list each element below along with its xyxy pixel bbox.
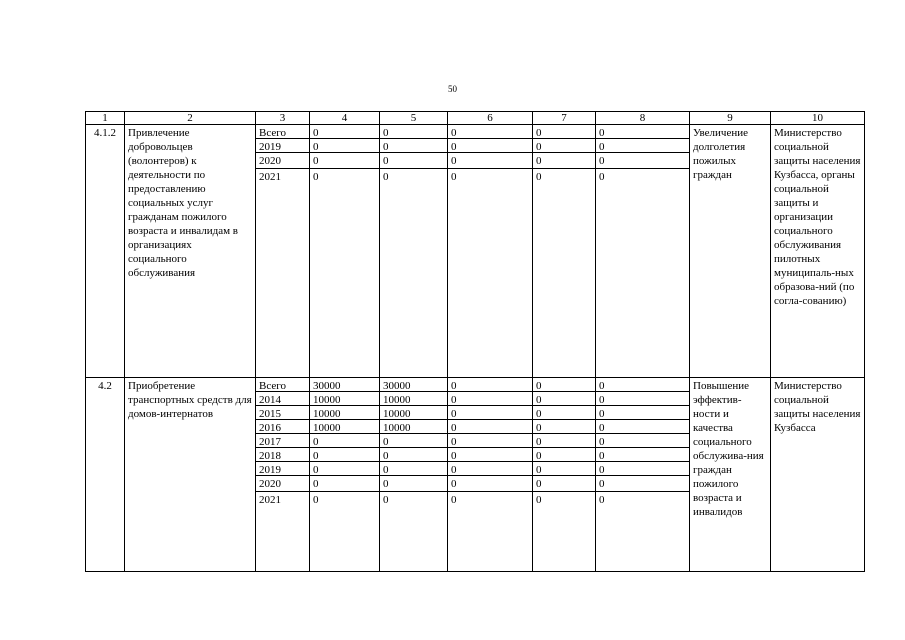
header-cell: 3 bbox=[256, 112, 310, 125]
value-cell: 30000 bbox=[310, 378, 379, 392]
value-cell: 0 bbox=[448, 139, 532, 153]
value-cell: 0 bbox=[596, 153, 689, 169]
value-cell: 0 bbox=[533, 434, 595, 448]
page-number: 50 bbox=[448, 84, 457, 94]
value-cell: 0 bbox=[380, 139, 447, 153]
value-cell: 0 bbox=[533, 392, 595, 406]
col8-values bbox=[596, 125, 690, 378]
value-cell: 0 bbox=[599, 171, 605, 183]
year-cell: 2019 bbox=[256, 139, 309, 153]
executor: Министерство социальной защиты населения Кузбасса, органы социальной защиты и организации социального обслуживания пилотных муниципаль-ных образова-ний (по согла-сованию) bbox=[771, 125, 865, 378]
program-table bbox=[85, 111, 865, 572]
value-cell: 0 bbox=[448, 448, 532, 462]
year-cell: 2015 bbox=[256, 406, 309, 420]
value-cell: 0 bbox=[533, 378, 595, 392]
value-cell: 0 bbox=[533, 462, 595, 476]
value-cell: 0 bbox=[599, 494, 605, 506]
value-cell: 0 bbox=[310, 153, 379, 169]
table-row bbox=[86, 125, 865, 378]
year-cell: Всего bbox=[256, 378, 309, 392]
value-cell: 0 bbox=[533, 420, 595, 434]
row-id: 4.2 bbox=[86, 378, 125, 572]
value-cell: 0 bbox=[596, 448, 689, 462]
col5-values bbox=[380, 378, 448, 572]
value-cell: 0 bbox=[310, 434, 379, 448]
value-cell: 0 bbox=[310, 125, 379, 139]
measure-name: Привлечение добровольцев (волонтеров) к деятельности по предоставлению социальных услуг гражданам пожилого возраста и инвалидам в организациях социального обслуживания bbox=[125, 125, 256, 378]
value-cell: 0 bbox=[380, 462, 447, 476]
col7-values bbox=[533, 378, 596, 572]
row-id: 4.1.2 bbox=[86, 125, 125, 378]
value-cell: 0 bbox=[533, 448, 595, 462]
value-cell: 0 bbox=[310, 448, 379, 462]
value-cell: 0 bbox=[536, 171, 542, 183]
value-cell: 0 bbox=[313, 171, 319, 183]
year-cell: 2019 bbox=[256, 462, 309, 476]
header-cell: 2 bbox=[125, 112, 256, 125]
value-cell: 0 bbox=[380, 434, 447, 448]
year-cell: 2020 bbox=[256, 476, 309, 492]
value-cell: 0 bbox=[533, 476, 595, 492]
value-cell: 0 bbox=[596, 139, 689, 153]
executor: Министерство социальной защиты населения Кузбасса bbox=[771, 378, 865, 572]
year-cell: 2020 bbox=[256, 153, 309, 169]
value-cell: 10000 bbox=[380, 392, 447, 406]
header-cell: 6 bbox=[448, 112, 533, 125]
value-cell: 0 bbox=[448, 434, 532, 448]
value-cell: 10000 bbox=[380, 406, 447, 420]
header-cell: 9 bbox=[690, 112, 771, 125]
value-cell: 0 bbox=[448, 392, 532, 406]
value-cell: 0 bbox=[448, 420, 532, 434]
year-cell: 2016 bbox=[256, 420, 309, 434]
value-cell: 0 bbox=[533, 406, 595, 420]
expected-result: Повышение эффектив-ности и качества социального обслужива-ния граждан пожилого возраста и инвалидов bbox=[690, 378, 771, 572]
year-cell: 2021 bbox=[259, 171, 281, 183]
value-cell: 0 bbox=[448, 153, 532, 169]
measure-name: Приобретение транспортных средств для домов-интернатов bbox=[125, 378, 256, 572]
value-cell: 0 bbox=[596, 378, 689, 392]
value-cell: 0 bbox=[380, 448, 447, 462]
value-cell: 30000 bbox=[380, 378, 447, 392]
value-cell: 0 bbox=[596, 476, 689, 492]
header-row bbox=[86, 112, 865, 125]
value-cell: 0 bbox=[536, 494, 542, 506]
value-cell: 0 bbox=[383, 171, 389, 183]
header-cell: 4 bbox=[310, 112, 380, 125]
value-cell: 0 bbox=[383, 494, 389, 506]
value-cell: 0 bbox=[533, 139, 595, 153]
value-cell: 0 bbox=[596, 392, 689, 406]
year-cell: Всего bbox=[256, 125, 309, 139]
years-column bbox=[256, 125, 310, 378]
value-cell: 0 bbox=[448, 462, 532, 476]
col4-values bbox=[310, 125, 380, 378]
year-cell: 2018 bbox=[256, 448, 309, 462]
value-cell: 0 bbox=[313, 494, 319, 506]
table-row bbox=[86, 378, 865, 572]
value-cell: 0 bbox=[380, 125, 447, 139]
value-cell: 10000 bbox=[310, 406, 379, 420]
header-cell: 5 bbox=[380, 112, 448, 125]
value-cell: 0 bbox=[596, 420, 689, 434]
value-cell: 0 bbox=[451, 171, 457, 183]
year-cell: 2021 bbox=[259, 494, 281, 506]
value-cell: 0 bbox=[380, 153, 447, 169]
value-cell: 0 bbox=[596, 434, 689, 448]
value-cell: 0 bbox=[448, 125, 532, 139]
value-cell: 0 bbox=[310, 476, 379, 492]
header-cell: 7 bbox=[533, 112, 596, 125]
value-cell: 0 bbox=[596, 125, 689, 139]
value-cell: 0 bbox=[533, 125, 595, 139]
value-cell: 10000 bbox=[310, 420, 379, 434]
value-cell: 0 bbox=[448, 378, 532, 392]
header-cell: 1 bbox=[86, 112, 125, 125]
value-cell: 0 bbox=[380, 476, 447, 492]
value-cell: 0 bbox=[596, 406, 689, 420]
value-cell: 0 bbox=[596, 462, 689, 476]
col6-values bbox=[448, 125, 533, 378]
expected-result: Увеличение долголетия пожилых граждан bbox=[690, 125, 771, 378]
value-cell: 0 bbox=[533, 153, 595, 169]
value-cell: 0 bbox=[448, 406, 532, 420]
value-cell: 10000 bbox=[380, 420, 447, 434]
year-cell: 2014 bbox=[256, 392, 309, 406]
year-cell: 2017 bbox=[256, 434, 309, 448]
header-cell: 8 bbox=[596, 112, 690, 125]
col6-values bbox=[448, 378, 533, 572]
value-cell: 0 bbox=[310, 139, 379, 153]
col7-values bbox=[533, 125, 596, 378]
value-cell: 0 bbox=[310, 462, 379, 476]
col4-values bbox=[310, 378, 380, 572]
value-cell: 10000 bbox=[310, 392, 379, 406]
value-cell: 0 bbox=[448, 476, 532, 492]
value-cell: 0 bbox=[451, 494, 457, 506]
col5-values bbox=[380, 125, 448, 378]
header-cell: 10 bbox=[771, 112, 865, 125]
years-column bbox=[256, 378, 310, 572]
col8-values bbox=[596, 378, 690, 572]
